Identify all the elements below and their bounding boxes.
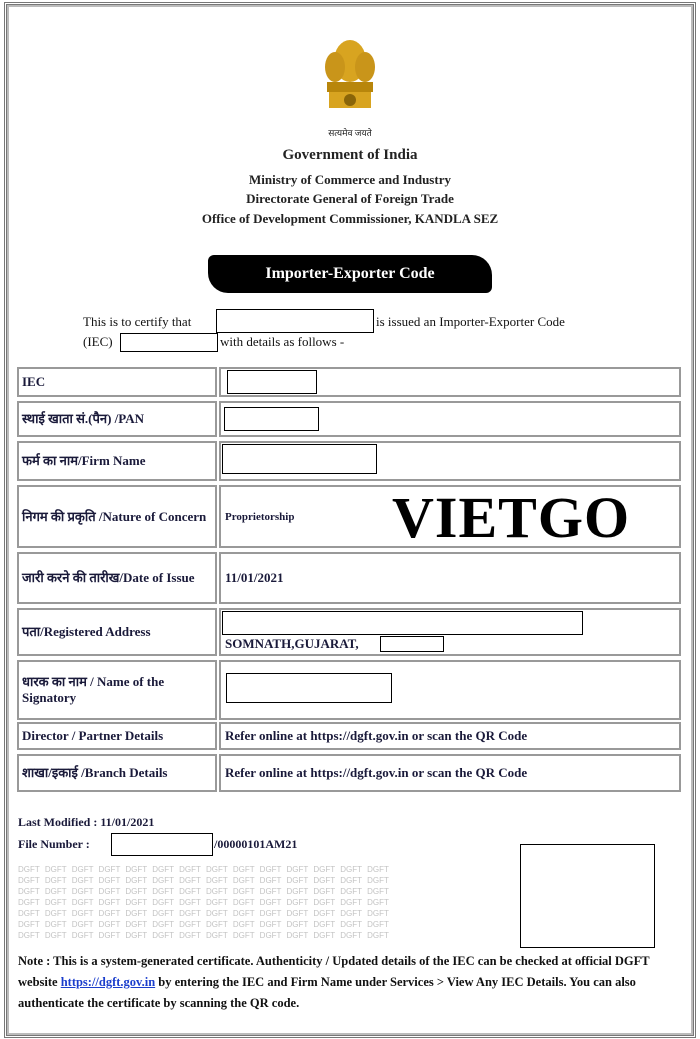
certify-text-2: is issued an Importer-Exporter Code	[376, 314, 565, 329]
qr-code-redacted	[520, 844, 655, 948]
file-number-label: File Number :	[18, 837, 90, 851]
watermark-line: DGFT DGFT DGFT DGFT DGFT DGFT DGFT DGFT DGFT DGFT DGFT DGFT DGFT DGFT	[18, 909, 389, 918]
watermark-line: DGFT DGFT DGFT DGFT DGFT DGFT DGFT DGFT DGFT DGFT DGFT DGFT DGFT DGFT	[18, 876, 389, 885]
ministry: Ministry of Commerce and Industry	[249, 172, 451, 187]
redacted-value	[222, 611, 583, 635]
national-emblem-icon	[315, 35, 385, 120]
vietgo-overlay: VIETGO	[392, 485, 631, 550]
watermark-line: DGFT DGFT DGFT DGFT DGFT DGFT DGFT DGFT DGFT DGFT DGFT DGFT DGFT DGFT	[18, 887, 389, 896]
row-label: IEC	[17, 367, 217, 397]
redacted-value	[227, 370, 317, 394]
row-value: Refer online at https://dgft.gov.in or scan the QR Code	[219, 754, 681, 792]
row-label: निगम की प्रकृति /Nature of Concern	[17, 485, 217, 548]
redacted-pincode	[380, 636, 444, 652]
row-label: Director / Partner Details	[17, 722, 217, 750]
watermark-line: DGFT DGFT DGFT DGFT DGFT DGFT DGFT DGFT DGFT DGFT DGFT DGFT DGFT DGFT	[18, 920, 389, 929]
row-value: Refer online at https://dgft.gov.in or scan the QR Code	[219, 722, 681, 750]
row-label: धारक का नाम / Name of the Signatory	[17, 660, 217, 720]
dgft-link[interactable]: https://dgft.gov.in	[60, 975, 156, 989]
row-label: स्थाई खाता सं.(पैन) /PAN	[17, 401, 217, 437]
row-label: जारी करने की तारीख/Date of Issue	[17, 552, 217, 604]
redacted-iec	[120, 333, 218, 352]
redacted-name	[216, 309, 374, 333]
file-number-suffix: /00000101AM21	[214, 837, 298, 851]
office: Office of Development Commissioner, KANDLA SEZ	[201, 211, 499, 226]
row-value: SOMNATH,GUJARAT,	[219, 608, 681, 656]
certify-text-1: This is to certify that	[83, 314, 192, 329]
row-value: Proprietorship	[219, 485, 681, 548]
certify-text-4: with details as follows -	[220, 334, 345, 349]
govt-title: Government of India	[282, 147, 418, 163]
directorate: Directorate General of Foreign Trade	[246, 191, 454, 206]
dgft-watermark	[18, 864, 508, 941]
certificate-title: Importer-Exporter Code	[208, 255, 492, 293]
watermark-line: DGFT DGFT DGFT DGFT DGFT DGFT DGFT DGFT DGFT DGFT DGFT DGFT DGFT DGFT	[18, 898, 389, 907]
emblem-motto: सत्यमेव जयते	[328, 128, 372, 138]
row-label: शाखा/इकाई /Branch Details	[17, 754, 217, 792]
watermark-line: DGFT DGFT DGFT DGFT DGFT DGFT DGFT DGFT DGFT DGFT DGFT DGFT DGFT DGFT	[18, 931, 389, 940]
redacted-value	[226, 673, 392, 703]
redacted-file-number	[111, 833, 213, 856]
note: Note : This is a system-generated certificate. Authenticity / Updated details of the IEC can be checked at official DGFT website https://dgft.gov.in by entering the IEC and Firm Name under Services > View Any IEC Details. You can also authenticate the certificate by scanning the QR code.	[18, 954, 650, 1010]
redacted-value	[222, 444, 377, 474]
row-label: पता/Registered Address	[17, 608, 217, 656]
certify-text-3: (IEC)	[83, 334, 113, 349]
redacted-value	[224, 407, 319, 431]
row-label: फर्म का नाम/Firm Name	[17, 441, 217, 481]
row-value: 11/01/2021	[219, 552, 681, 604]
watermark-line: DGFT DGFT DGFT DGFT DGFT DGFT DGFT DGFT DGFT DGFT DGFT DGFT DGFT DGFT	[18, 865, 389, 874]
last-modified: Last Modified : 11/01/2021	[18, 815, 155, 829]
